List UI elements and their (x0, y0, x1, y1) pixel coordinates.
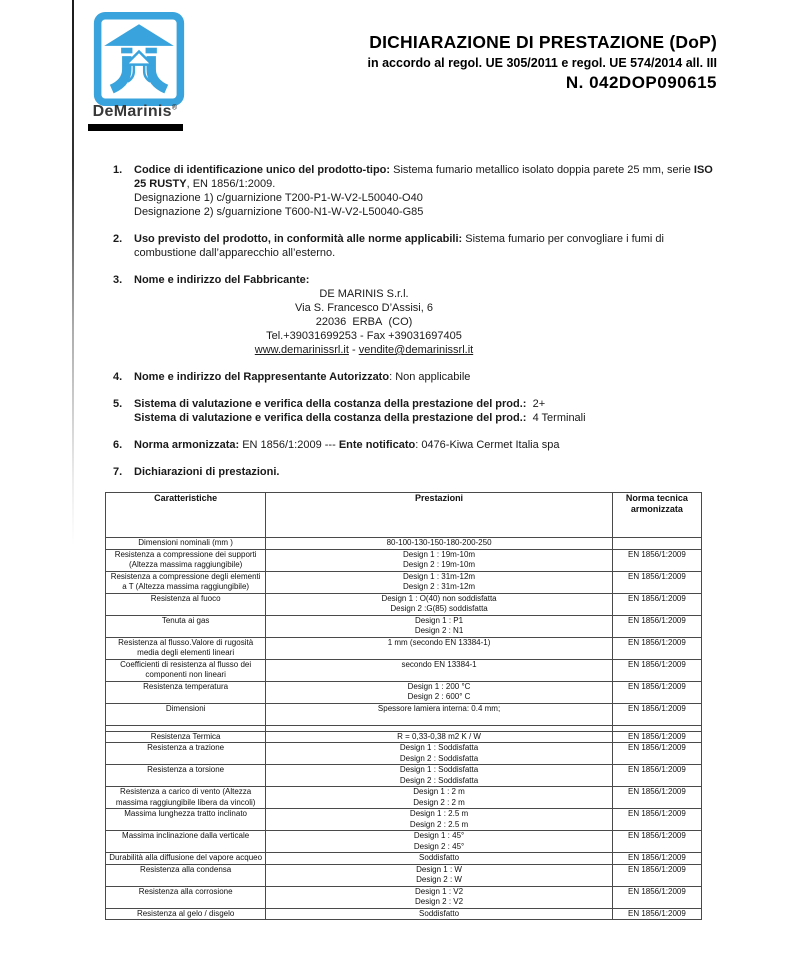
cell-norma: EN 1856/1:2009 (612, 615, 701, 637)
cell-caratteristica: Durabilità alla diffusione del vapore acqueo (106, 853, 266, 865)
series-name: ISO 25 RUSTY (134, 164, 713, 190)
scan-artifact-line (72, 0, 74, 545)
avcp-line-1 (134, 397, 715, 411)
item-value: EN 1856/1:2009 --- (239, 439, 339, 451)
notified-body-label: Ente notificato (338, 439, 416, 451)
manufacturer-address (134, 287, 594, 357)
brand-logo (92, 10, 186, 108)
table-row (106, 549, 702, 571)
link-separator: - (348, 344, 359, 356)
cell-prestazione: Design 1 : V2 Design 2 : V2 (266, 886, 613, 908)
cell-caratteristica: Resistenza a trazione (106, 743, 266, 765)
table-row (106, 743, 702, 765)
cell-prestazione: Soddisfatto (266, 908, 613, 920)
item-intended-use (113, 232, 715, 260)
cell-prestazione: secondo EN 13384-1 (266, 659, 613, 681)
cell-caratteristica: Resistenza a compressione degli elementi a T (Altezza massima raggiungibile) (106, 571, 266, 593)
table-row (106, 659, 702, 681)
item-label: Norma armonizzata: (134, 439, 240, 451)
cell-norma: EN 1856/1:2009 (612, 637, 701, 659)
cell-caratteristica: Dimensioni (106, 703, 266, 725)
table-row (106, 853, 702, 865)
cell-caratteristica: Resistenza Termica (106, 731, 266, 743)
cell-norma: EN 1856/1:2009 (612, 908, 701, 920)
item-manufacturer (113, 273, 715, 357)
brand-name: DeMarinis® (92, 103, 178, 120)
item-text (134, 232, 715, 260)
item-value: Sistema fumario metallico isolato doppia parete 25 mm, serie (390, 164, 694, 176)
table-row (106, 908, 702, 920)
cell-prestazione: Design 1 : 19m-10m Design 2 : 19m-10m (266, 549, 613, 571)
item-label: Uso previsto del prodotto, in conformità alle norme applicabili: (134, 233, 463, 245)
table-row (106, 787, 702, 809)
cell-norma: EN 1856/1:2009 (612, 765, 701, 787)
cell-caratteristica: Resistenza al flusso.Valore di rugosità media degli elementi lineari (106, 637, 266, 659)
item-label: Nome e indirizzo del Rappresentante Autorizzato (134, 371, 390, 383)
item-declared-performances (113, 465, 715, 479)
item-number: 2. (113, 233, 123, 245)
item-harmonized-standard (113, 438, 715, 452)
cell-caratteristica: Resistenza temperatura (106, 681, 266, 703)
item-value: Sistema fumario per convogliare i fumi di combustione dall’apparecchio all’esterno. (134, 233, 664, 259)
item-avcp-system (113, 397, 715, 425)
table-row (106, 809, 702, 831)
cell-caratteristica: Coefficienti di resistenza al flusso dei componenti non lineari (106, 659, 266, 681)
company-name: DE MARINIS S.r.l. (319, 288, 409, 300)
contact-links (134, 343, 594, 357)
cell-norma: EN 1856/1:2009 (612, 809, 701, 831)
header-prestazioni: Prestazioni (266, 493, 613, 538)
table-row (106, 681, 702, 703)
doc-subtitle: in accordo al regol. UE 305/2011 e regol. UE 574/2014 all. III (367, 56, 717, 70)
cell-prestazione: Soddisfatto (266, 853, 613, 865)
cell-caratteristica: Resistenza a compressione dei supporti (Altezza massima raggiungibile) (106, 549, 266, 571)
item-number: 7. (113, 466, 123, 478)
cell-prestazione: Design 1 : 31m-12m Design 2 : 31m-12m (266, 571, 613, 593)
item-value: 2+ (526, 398, 546, 410)
cell-prestazione: Design 1 : 45° Design 2 : 45° (266, 831, 613, 853)
cell-norma: EN 1856/1:2009 (612, 743, 701, 765)
table-row (106, 703, 702, 725)
cell-prestazione: Design 1 : P1 Design 2 : N1 (266, 615, 613, 637)
cell-prestazione: R = 0,33-0,38 m2 K / W (266, 731, 613, 743)
item-text (134, 273, 715, 357)
item-value: 4 Terminali (526, 412, 586, 424)
table-row (106, 538, 702, 550)
cell-caratteristica: Resistenza al fuoco (106, 593, 266, 615)
phone-fax: Tel.+39031699253 - Fax +39031697405 (266, 330, 462, 342)
cell-norma: EN 1856/1:2009 (612, 787, 701, 809)
item-label: Sistema di valutazione e verifica della costanza della prestazione del prod.: (134, 398, 527, 410)
cell-prestazione: Design 1 : 200 °C Design 2 : 600° C (266, 681, 613, 703)
performance-table-body (106, 538, 702, 920)
document-header (368, 32, 717, 93)
header-caratteristiche: Caratteristiche (106, 493, 266, 538)
item-value: , EN 1856/1:2009. (186, 178, 276, 190)
street-address: Via S. Francesco D’Assisi, 6 (295, 302, 433, 314)
cell-caratteristica: Tenuta ai gas (106, 615, 266, 637)
table-row (106, 864, 702, 886)
cell-prestazione: Design 1 : 2 m Design 2 : 2 m (266, 787, 613, 809)
cell-prestazione: 80-100-130-150-180-200-250 (266, 538, 613, 550)
table-row (106, 571, 702, 593)
cell-prestazione: Spessore lamiera interna: 0.4 mm; (266, 703, 613, 725)
cell-caratteristica: Resistenza alla condensa (106, 864, 266, 886)
cell-prestazione: Design 1 : Soddisfatta Design 2 : Soddisfatta (266, 765, 613, 787)
item-value: : Non applicabile (389, 371, 471, 383)
item-number: 1. (113, 164, 123, 176)
item-authorized-representative (113, 370, 715, 384)
item-text (134, 370, 715, 384)
item-label: Dichiarazioni di prestazioni. (134, 466, 280, 478)
cell-caratteristica: Dimensioni nominali (mm ) (106, 538, 266, 550)
item-number: 6. (113, 439, 123, 451)
item-text (134, 397, 715, 425)
table-row (106, 886, 702, 908)
cell-prestazione: Design 1 : W Design 2 : W (266, 864, 613, 886)
cell-caratteristica: Resistenza alla corrosione (106, 886, 266, 908)
designation-line-2: Designazione 2) s/guarnizione T600-N1-W-V2-L50040-G85 (134, 206, 424, 218)
cell-norma: EN 1856/1:2009 (612, 886, 701, 908)
cell-caratteristica: Resistenza a carico di vento (Altezza massima raggiungibile libera da vincoli) (106, 787, 266, 809)
cell-caratteristica: Massima inclinazione dalla verticale (106, 831, 266, 853)
cell-norma: EN 1856/1:2009 (612, 659, 701, 681)
item-number: 5. (113, 398, 123, 410)
designation-line-1: Designazione 1) c/guarnizione T200-P1-W-V2-L50040-O40 (134, 192, 423, 204)
email-link[interactable]: vendite@demarinissrl.it (358, 344, 474, 356)
cell-norma: EN 1856/1:2009 (612, 731, 701, 743)
notified-body-value: : 0476-Kiwa Cermet Italia spa (415, 439, 560, 451)
item-number: 4. (113, 371, 123, 383)
header-norma-tecnica: Norma tecnica armonizzata (612, 493, 701, 538)
item-product-code (113, 163, 715, 219)
cell-prestazione: Design 1 : 2.5 m Design 2 : 2.5 m (266, 809, 613, 831)
doc-title: DICHIARAZIONE DI PRESTAZIONE (DoP) (369, 32, 717, 52)
cell-norma: EN 1856/1:2009 (612, 703, 701, 725)
cell-norma: EN 1856/1:2009 (612, 831, 701, 853)
cell-norma (612, 538, 701, 550)
city-address: 22036 ERBA (CO) (315, 316, 413, 328)
table-header-row (106, 493, 702, 538)
cell-prestazione: Design 1 : O(40) non soddisfatta Design 2 :G(85) soddisfatta (266, 593, 613, 615)
cell-prestazione: Design 1 : Soddisfatta Design 2 : Soddisfatta (266, 743, 613, 765)
doc-number: N. 042DOP090615 (565, 73, 717, 92)
item-text (134, 438, 715, 452)
performance-table (105, 492, 702, 920)
table-row (106, 831, 702, 853)
chimney-arrow-icon (92, 10, 186, 108)
performance-table-wrap (105, 492, 800, 920)
table-row (106, 765, 702, 787)
cell-norma: EN 1856/1:2009 (612, 864, 701, 886)
cell-norma: EN 1856/1:2009 (612, 571, 701, 593)
table-row (106, 615, 702, 637)
avcp-line-2 (134, 411, 715, 425)
item-label: Nome e indirizzo del Fabbricante: (134, 274, 310, 286)
cell-norma: EN 1856/1:2009 (612, 593, 701, 615)
cell-caratteristica: Resistenza a torsione (106, 765, 266, 787)
website-link[interactable]: www.demarinissrl.it (254, 344, 349, 356)
item-label: Sistema di valutazione e verifica della costanza della prestazione del prod.: (134, 412, 527, 424)
item-label: Codice di identificazione unico del prodotto-tipo: (134, 164, 391, 176)
registered-mark: ® (171, 104, 178, 112)
cell-norma: EN 1856/1:2009 (612, 549, 701, 571)
brand-underline (88, 124, 183, 131)
item-number: 3. (113, 274, 123, 286)
cell-prestazione: 1 mm (secondo EN 13384-1) (266, 637, 613, 659)
cell-caratteristica: Massima lunghezza tratto inclinato (106, 809, 266, 831)
cell-norma: EN 1856/1:2009 (612, 853, 701, 865)
table-row (106, 593, 702, 615)
table-row (106, 731, 702, 743)
table-row (106, 637, 702, 659)
item-text (134, 465, 715, 479)
item-text (134, 163, 715, 219)
cell-norma: EN 1856/1:2009 (612, 681, 701, 703)
cell-caratteristica: Resistenza al gelo / disgelo (106, 908, 266, 920)
